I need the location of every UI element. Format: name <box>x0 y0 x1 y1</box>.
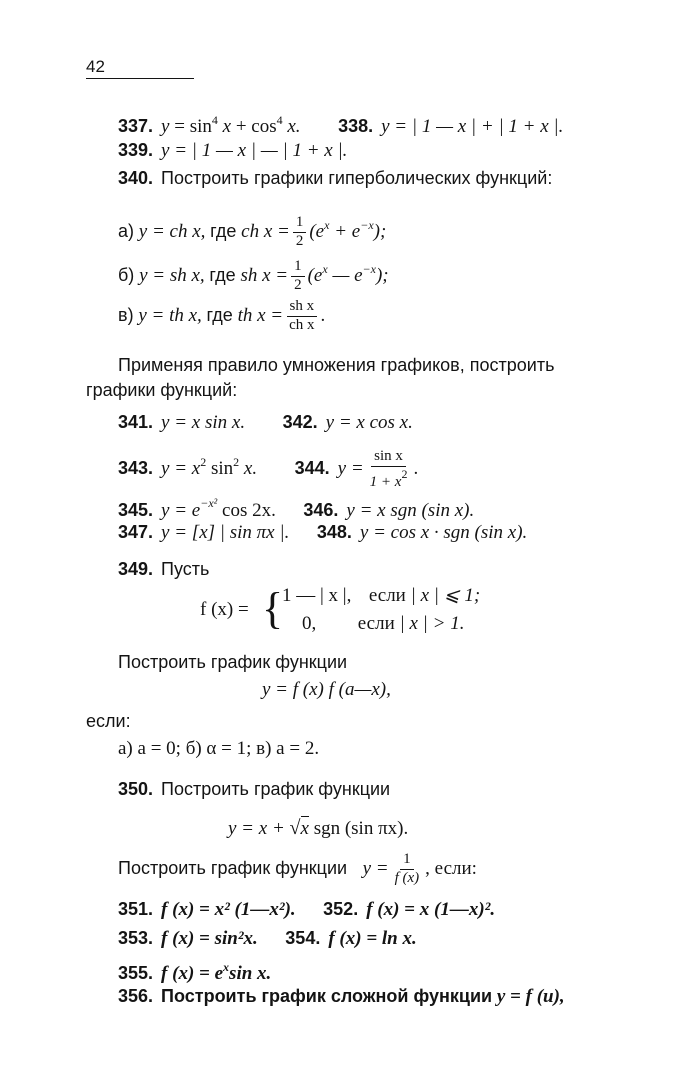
problem-text: Построить график функции <box>118 858 348 878</box>
case-word: если <box>357 613 395 634</box>
case-condition: | x | ⩽ 1; <box>410 585 481 606</box>
problem-number: 351. <box>118 899 154 919</box>
fraction-numerator: 1 <box>400 852 414 870</box>
piecewise-lhs: f (x) = <box>200 599 249 620</box>
problem-number: 354. <box>285 928 321 948</box>
fraction <box>367 449 411 491</box>
fraction-numerator: 1 <box>291 259 305 277</box>
options-text: а) a = 0; б) α = 1; в) a = 2. <box>118 738 320 759</box>
option-label: б) <box>118 265 135 285</box>
math-formula: ); <box>375 265 389 286</box>
word-where: где <box>206 305 233 325</box>
piecewise-brace: { <box>262 584 284 633</box>
problem-formula: y = x sin x. <box>161 412 246 433</box>
fraction-denominator: 2 <box>294 277 302 294</box>
radicand: x <box>300 818 309 839</box>
problem-351-352-line <box>118 897 495 922</box>
problem-formula: y = x cos x. <box>325 412 413 433</box>
problem-349-line <box>118 557 209 582</box>
problem-text: Пусть <box>161 559 210 579</box>
math-formula: y = th x, <box>138 305 202 326</box>
problem-number: 345. <box>118 500 154 520</box>
math-formula: y = <box>337 458 364 479</box>
problem-349-task: Построить график функции <box>118 652 348 672</box>
problem-350-formula <box>228 816 408 841</box>
problem-formula: f (x) = x (1—x)². <box>366 899 496 920</box>
fraction-denominator <box>367 467 411 491</box>
problem-number: 339. <box>118 140 154 160</box>
math-formula: x. <box>239 458 258 479</box>
problem-number: 349. <box>118 559 154 579</box>
problem-formula: y = | 1 — x | + | 1 + x |. <box>381 116 564 137</box>
math-formula: sgn (sin πx). <box>308 818 409 839</box>
math-formula: , если: <box>425 858 477 879</box>
math-formula: sin x. <box>229 963 272 984</box>
problem-356-line <box>118 984 565 1009</box>
problem-355-line <box>118 955 271 986</box>
math-func: sin <box>189 116 212 137</box>
problem-number: 348. <box>316 522 352 542</box>
problem-number: 346. <box>303 500 339 520</box>
problem-formula: f (x) = sin²x. <box>161 928 258 949</box>
problem-number: 338. <box>338 116 374 136</box>
math-formula: . <box>320 305 326 326</box>
problem-text: Построить график сложной функции <box>161 986 493 1006</box>
problem-number: 342. <box>282 412 318 432</box>
math-formula: (e <box>307 265 323 286</box>
problem-formula: y = cos x · sgn (sin x). <box>359 522 528 543</box>
problem-formula: y = | 1 — x | — | 1 + x |. <box>161 140 348 161</box>
fraction-numerator: sin x <box>371 449 406 467</box>
problem-number: 356. <box>118 986 154 1006</box>
problem-349-if: если: <box>86 711 131 731</box>
math-func: sin <box>206 458 234 479</box>
math-exp: −x <box>362 262 376 276</box>
math-op: + <box>231 116 252 137</box>
math-formula: y = x <box>161 458 201 479</box>
math-formula: y = e <box>161 500 201 521</box>
math-formula: y = <box>362 858 389 879</box>
radical-sign: √ <box>289 817 301 839</box>
fraction <box>286 299 317 334</box>
problem-number: 352. <box>323 899 359 919</box>
math-formula: cos 2x. <box>217 500 276 521</box>
fraction <box>392 852 423 887</box>
math-var: x <box>217 116 232 137</box>
problem-343-344-line <box>118 444 418 490</box>
math-var: x. <box>282 116 301 137</box>
math-formula: (e <box>309 221 325 242</box>
problem-number: 355. <box>118 963 154 983</box>
math-var: y <box>161 116 170 137</box>
math-exp: 2 <box>200 455 207 469</box>
fraction <box>291 259 305 294</box>
math-func: cos <box>251 116 277 137</box>
problem-350-line <box>118 777 390 802</box>
math-exp: 4 <box>211 113 218 127</box>
math-exp: −x² <box>200 496 218 510</box>
math-exp: x <box>322 262 328 276</box>
problem-340b-line <box>118 251 389 294</box>
problem-340c-line <box>118 297 325 334</box>
math-formula: f (x) = e <box>161 963 224 984</box>
problem-341-342-line <box>118 410 413 435</box>
case-value: 0, <box>302 613 317 634</box>
math-formula: y = x + <box>228 818 290 839</box>
reciprocal-line <box>118 850 477 887</box>
piecewise-case-1 <box>282 584 480 608</box>
math-formula: th x = <box>237 305 284 326</box>
fraction-denominator: 2 <box>295 233 304 250</box>
problem-337-338-line <box>118 108 563 139</box>
fraction-denominator: f (x) <box>394 870 420 887</box>
math-formula: ); <box>373 221 387 242</box>
problem-349-formula <box>262 678 391 702</box>
fraction-numerator: sh x <box>287 299 318 317</box>
fraction-numerator: 1 <box>293 215 307 233</box>
problem-formula: y = x sgn (sin x). <box>346 500 475 521</box>
problem-number: 347. <box>118 522 154 542</box>
option-label: а) <box>118 221 135 241</box>
math-formula: y = f (u), <box>496 986 565 1007</box>
problem-number: 344. <box>294 458 330 478</box>
problem-formula: f (x) = ln x. <box>328 928 417 949</box>
problem-number: 350. <box>118 779 154 799</box>
math-exp: 2 <box>401 466 408 481</box>
math-formula: ch x = <box>241 221 290 242</box>
case-condition: | x | > 1. <box>399 613 465 634</box>
math-formula: . <box>413 458 419 479</box>
math-exp: 4 <box>276 113 283 127</box>
header-rule <box>86 78 194 79</box>
problem-339-line <box>118 138 347 163</box>
problem-number: 340. <box>118 168 154 188</box>
problem-340-line <box>118 166 552 191</box>
problem-345-346-line <box>118 491 474 523</box>
case-value: 1 — | x |, <box>282 585 352 606</box>
page-number: 42 <box>86 57 105 76</box>
math-exp: x <box>324 218 330 232</box>
math-exp: −x <box>360 218 374 232</box>
math-formula: 1 + x <box>369 473 402 490</box>
section-intro-line1: Применяя правило умножения графиков, построить <box>118 355 555 375</box>
problem-formula: y = [x] | sin πx |. <box>161 522 290 543</box>
math-formula: y = sh x, <box>139 265 205 286</box>
math-formula: — e <box>327 265 363 286</box>
problem-formula: f (x) = x² (1—x²). <box>161 899 296 920</box>
problem-number: 343. <box>118 458 154 478</box>
math-formula: sh x = <box>240 265 289 286</box>
problem-340a-line <box>118 207 386 250</box>
problem-number: 353. <box>118 928 154 948</box>
option-label: в) <box>118 305 134 325</box>
math-formula: y = ch x, <box>138 221 206 242</box>
fraction-denominator: ch x <box>289 317 315 334</box>
section-intro-line2: графики функций: <box>86 380 238 400</box>
math-op: = <box>169 116 190 137</box>
word-where: где <box>210 221 237 241</box>
math-exp: x <box>223 960 230 974</box>
problem-347-348-line <box>118 520 527 545</box>
problem-353-354-line <box>118 926 417 951</box>
piecewise-case-2 <box>302 612 464 636</box>
word-where: где <box>209 265 236 285</box>
math-exp: 2 <box>233 455 240 469</box>
math-formula: + e <box>329 221 361 242</box>
problem-text: Построить графики гиперболических функций: <box>161 168 553 188</box>
math-formula: y = f (x) f (a—x), <box>262 679 391 700</box>
problem-number: 337. <box>118 116 154 136</box>
problem-number: 341. <box>118 412 154 432</box>
problem-text: Построить график функции <box>161 779 391 799</box>
problem-349-options <box>118 737 319 761</box>
fraction <box>293 215 307 250</box>
case-word: если <box>368 585 406 606</box>
